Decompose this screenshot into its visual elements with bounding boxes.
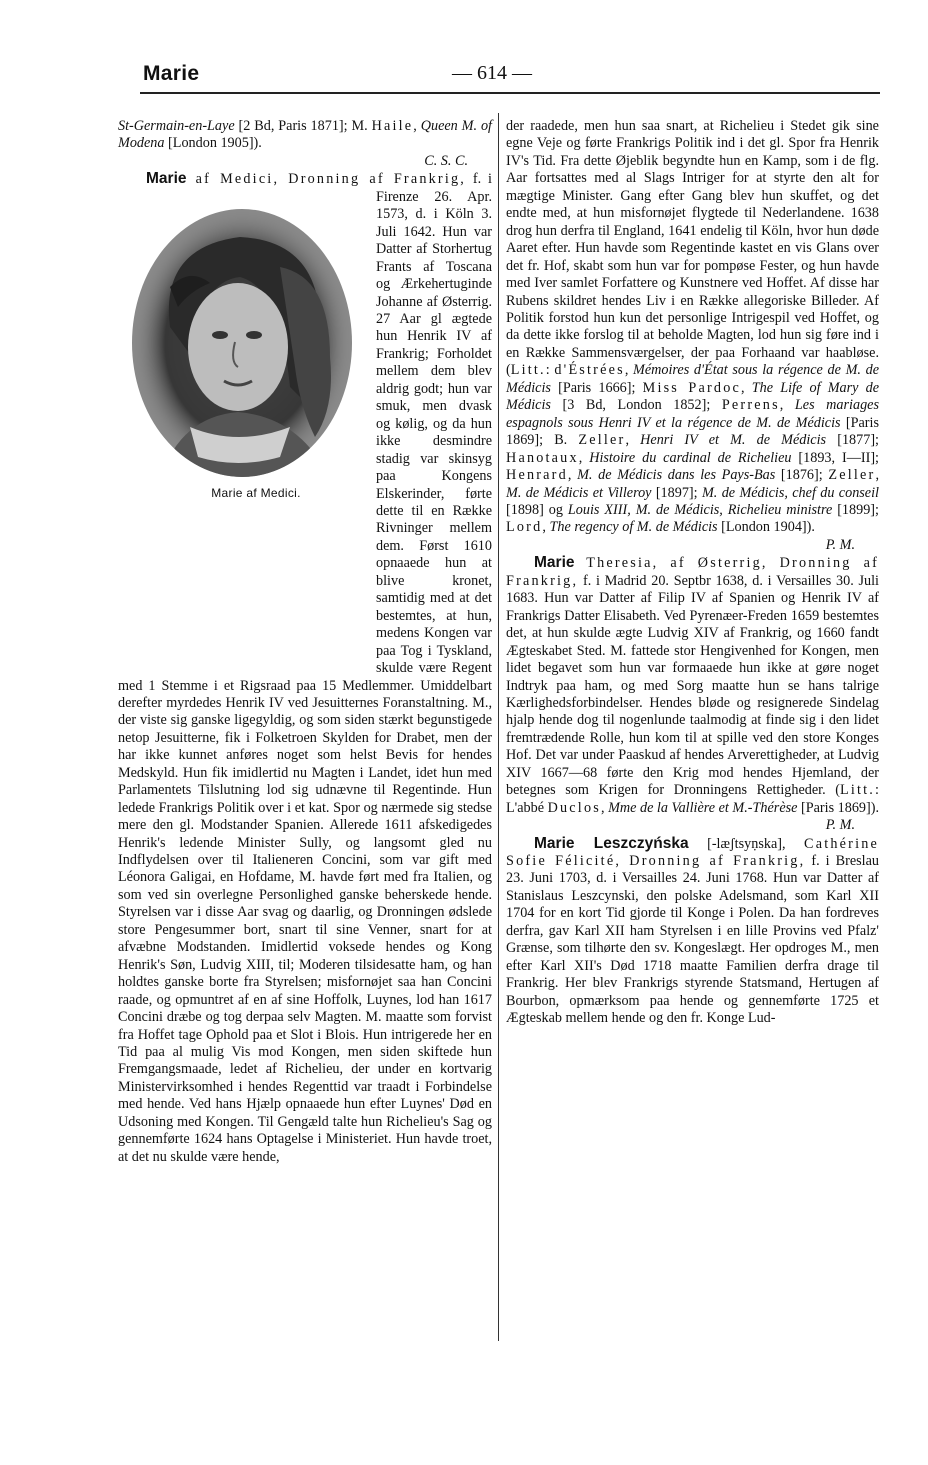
column-divider: [498, 113, 499, 1341]
literature-title: M. de Médicis et Villeroy: [506, 484, 652, 501]
literature-author: Lord: [506, 519, 543, 536]
literature-author: Henrard: [506, 467, 568, 484]
literature-rest: [Paris 1869]; B.: [506, 414, 879, 449]
entry-name: af Medici, Dronning af Frankrig,: [186, 171, 467, 188]
literature-author: Zeller: [578, 432, 626, 449]
signature-pm: P. M.: [825, 536, 855, 553]
literature-rest: [1897];: [651, 484, 702, 501]
entry-name: Theresia, af Østerrig, Dronning af Frankrig,: [506, 555, 879, 589]
literature-author: Miss Pardoc: [642, 379, 742, 396]
literature-title: The regency of M. de Médicis: [549, 519, 718, 536]
literature-rest: [London 1904]).: [717, 519, 815, 536]
entry-name: Cathérine Sofie Félicité, Dronning af Frankrig,: [506, 835, 879, 870]
continued-author: Haile: [371, 118, 414, 134]
header-rule: [140, 92, 880, 94]
literature-sep: ,: [779, 397, 795, 414]
page-header: [140, 62, 880, 94]
literature-sep: ,: [567, 467, 578, 484]
entry-headword: Marie: [534, 554, 575, 572]
literature-title: M. de Médicis dans les Pays-Bas: [577, 467, 776, 484]
literature-sep: ,: [624, 362, 634, 379]
continued-text-end: [London 1905]).: [164, 135, 262, 152]
signature-css: C. S. C.: [424, 152, 468, 169]
literature-rest: [Paris 1666];: [550, 379, 643, 396]
literature-sep: ,: [625, 432, 641, 449]
entry-body-text: der raadede, men hun saa snart, at Richelieu i Stedet gik sine egne Veje og førte Frankrigs Politik ind i det gl. Spor fra Henrik IV's Tid. Fra dette Øjeblik begyndte hun en Kamp, som i de flg. Aar fortsattes med al Slags Intriger for at styrte den alt for mægtige Minister. Gang efter Gang blev hun skuffet, og det endte med, at hun misfornøjet flygtede til Nederlandene. 1638 drog hun derfra til England, 1641 endelig til Köln, hvor hun døde Aaret efter. Hun havde som Regentinde kastet en vis Glans over det fr. Hof, skabt som hun var for pompøse Fester, og hun havde med Iver samlet Forfattere og Kunstnere ved Hoffet. Af disse har Rubens skildret hendes Liv i en Række allegoriske Billeder. Af Politik forstod hun kun det personlige Intrigespil ved Hoffet, og da dette ikke forslog til at beholde Magten, lod hun sig føre ind i en Række Sammensværgelser, der paa Forhaand var haabløse. (: [506, 118, 879, 379]
entry-marie-medici: [118, 170, 492, 1166]
literature-author: Zeller: [828, 467, 876, 484]
entry-pronunciation: [-læʃtsyṇska],: [688, 835, 805, 852]
literature-rest: [1898] og: [506, 501, 568, 518]
entry-body-text: f. i Firenze 26. Apr. 1573, d. i Köln 3. Juli 1642. Hun var Datter af Storhertug Frants af Toscana og Ærkehertuginde Johanne af Østerrig. 27 Aar gl ægtede hun Henrik IV af Frankrig; Forholdet mellem dem blev aldrig godt; hun var smuk, men dvask og kølig, og da hun ikke desmindre stadig var skinsyg paa Kongens Elskerinder, førte dette til en Række Rivninger mellem dem. Først 1610 opnaaede hun at blive kronet, samtidig med at det bestemtes, at hun, medens Kongen var paa Tog i Tyskland, skulde være Regent med 1 Stemme i et Rigsraad paa 15 Medlemmer. Umiddelbart derefter myrdedes Henrik IV ved Jesuitternes Foranstaltning. M., der viste sig ganske ligegyldig, og som siden stærkt begunstigede netop Jesuitterne, fik i Folketroen Skylden for Drabet, men der har ikke kunnet anføres noget som helst Bevis for hendes Medskyld. Hun fik imidlertid nu Magten i Landet, idet hun med Parlamentets Tilslutning lod sig udnævne til Regentinde. Hun ledede Frankrigs Politik over i et kat. Spor og nærmede sig stedse mere den gl. Modstander Spanien. Allerede 1611 afskedigedes Henrik's ledende Minister Sully, og langsomt gled nu Indflydelsen over til Italieneren Concini, som var gift med Léonora Galigai, en Hofdame, M. havde ført med fra Italien, og som ved sin overlegne Personlighed ganske beherskede hende. Styrelsen var i disse Aar svag og daarlig, og Dronningen ødslede store Pengesummer bort, snart til sine Venner, snart for at afvæbne Modstanden. Imidlertid voksede hendes og Kong Henrik's Søn, Ludvig XIII, til; Moderen tilsidesatte ham, og han holdtes ganske borte fra Styrelsen; misfornøjet saa han Concini raade, og opmuntret af en af sine Hoffolk, Luynes, lod han 1617 Concini dræbe og tog derpaa selv Magten. M. maatte som forvist fra Hoffet tage Ophold paa et Slot i Blois. Hun intrigerede her en Tid paa al mulig Vis mod Kongen, men siden skiftede hun Fremgangsmaade, ledet af Richelieu, der under en kortvarig Ministervirksomhed i hendes Regenttid var traadt i Forbindelse med hende. Ved hans Hjælp opnaaede hun efter Luynes' Død en Udsoning med Kongen. Til Gengæld talte hun Richelieu's Sag og gennemførte 1624 hans Optagelse i Ministeriet. Hun havde troet, at det nu skulde være hende,: [118, 171, 492, 1165]
continued-place: St-Germain-en-Laye: [118, 118, 235, 134]
page-number: — 614 —: [452, 62, 532, 84]
entry-marie-leszczynska: [506, 835, 879, 1028]
literature-title: Histoire du cardinal de Richelieu: [589, 449, 792, 466]
literature-rest: [Paris 1869]).: [797, 799, 880, 816]
entry-headword: Marie Leszczyńska: [534, 834, 689, 852]
literature-label: Litt.: [510, 362, 546, 379]
continued-text: [2 Bd, Paris 1871]; M.: [234, 118, 372, 134]
continued-sep: ,: [413, 118, 421, 134]
literature-sep: ,: [578, 449, 590, 466]
portrait-caption: Marie af Medici.: [211, 485, 301, 500]
signature-pm-2: P. M.: [825, 817, 855, 834]
literature-title: M. de Médicis, chef du conseil: [701, 484, 879, 501]
literature-author: Perrens: [721, 397, 780, 414]
literature-label: Litt.: [840, 782, 876, 799]
literature-sep: ,: [600, 799, 609, 816]
entry-body-text: f. i Madrid 20. Septbr 1638, d. i Versailles 30. Juli 1683. Hun var Datter af Filip IV af Spanien og Henrik IV af Frankrigs Datter Elisabeth. Ved Pyrenæer-Freden 1659 bestemtes det, at hun skulde ægte Ludvig XIV af Frankrig, og 1660 fandt Ægteskabet Sted. M. fattede stor Hengivenhed for Kongen, men lidet begavet som hun var formaaede hun ikke at gøre noget Indtryk paa ham, og med Sorg maatte hun se hans talrige Kærlighedsforbindelser. Hendes bløde og resignerede Sindelag hjalp hende dog til nogenlunde taalmodig at finde sig i den lidet fremtrædende Rolle, hun kom til at spille ved den store Konges Hof. Det var under Paaskud af hendes Arverettigheder, at Ludvig XIV 1667—68 førte den Krig mod hendes Hjemland, der betegnes som Krigen for Dronningens Rettigheder. (: [506, 572, 879, 799]
literature-sep: ,: [875, 467, 879, 484]
literature-rest: [1899];: [832, 501, 879, 518]
entry-body-text: f. i Breslau 23. Juni 1703, d. i Versailles 24. Juni 1768. Hun var Datter af Stanislaus Leszcynski, den polske Adelsmand, som Karl XII 1704 for en kort Tid gjorde til Konge i Polen. Da han fordreves derfra, gav Karl XII ham Styrelsen i en lille Provins ved Pfalz' Grænse, som tilhørte den sv. Kongeslægt. Her opdroges M., men efter Karl XII's Død 1718 maatte Familien derfra drage til Frankrig. Her blev Frankrigs styrende Statsmand, Hertugen af Bourbon, opmærksom paa hende og gennemførte 1725 et Ægteskab mellem hende og den fr. Konge Lud-: [506, 853, 879, 1027]
portrait-image: [130, 207, 354, 479]
literature-title: Henri IV et M. de Médicis: [640, 432, 827, 449]
entry-marie-medici-continued: [506, 118, 879, 537]
literature-title: The Life of Mary de Médicis: [506, 379, 879, 414]
literature-rest: [3 Bd, London 1852];: [550, 397, 722, 414]
literature-colon: :: [545, 362, 555, 379]
continued-title: Queen M. of Modena: [118, 118, 492, 152]
literature-title: Louis XIII, M. de Médicis, Richelieu ministre: [567, 501, 833, 518]
literature-list: [506, 362, 879, 535]
literature-author: Hanotaux: [506, 449, 579, 466]
entry-body: [118, 171, 492, 1164]
literature-author: d'Éstrées: [554, 362, 625, 379]
entry-headword: Marie: [146, 170, 187, 188]
literature-text: : L'abbé: [506, 782, 879, 816]
literature-title: Mme de la Vallière et M.-Thérèse: [608, 799, 798, 816]
literature-title: Mémoires d'État sous la régence de M. de Médicis: [506, 362, 879, 396]
literature-author: Duclos: [547, 799, 601, 816]
literature-title: Les mariages espagnols sous Henri IV et la régence de M. de Médicis: [506, 397, 879, 431]
literature-rest: [1893, I—II];: [791, 449, 879, 466]
literature-rest: [1877];: [826, 432, 879, 449]
left-column: [118, 118, 492, 1166]
literature-sep: ,: [542, 519, 550, 536]
entry-marie-theresia: [506, 554, 879, 817]
portrait-figure: [118, 189, 366, 671]
literature-rest: [1876];: [775, 467, 829, 484]
continued-entry: [118, 118, 492, 153]
literature-sep: ,: [741, 379, 752, 396]
right-column: [506, 118, 879, 1028]
running-head-word: Marie: [143, 62, 200, 85]
